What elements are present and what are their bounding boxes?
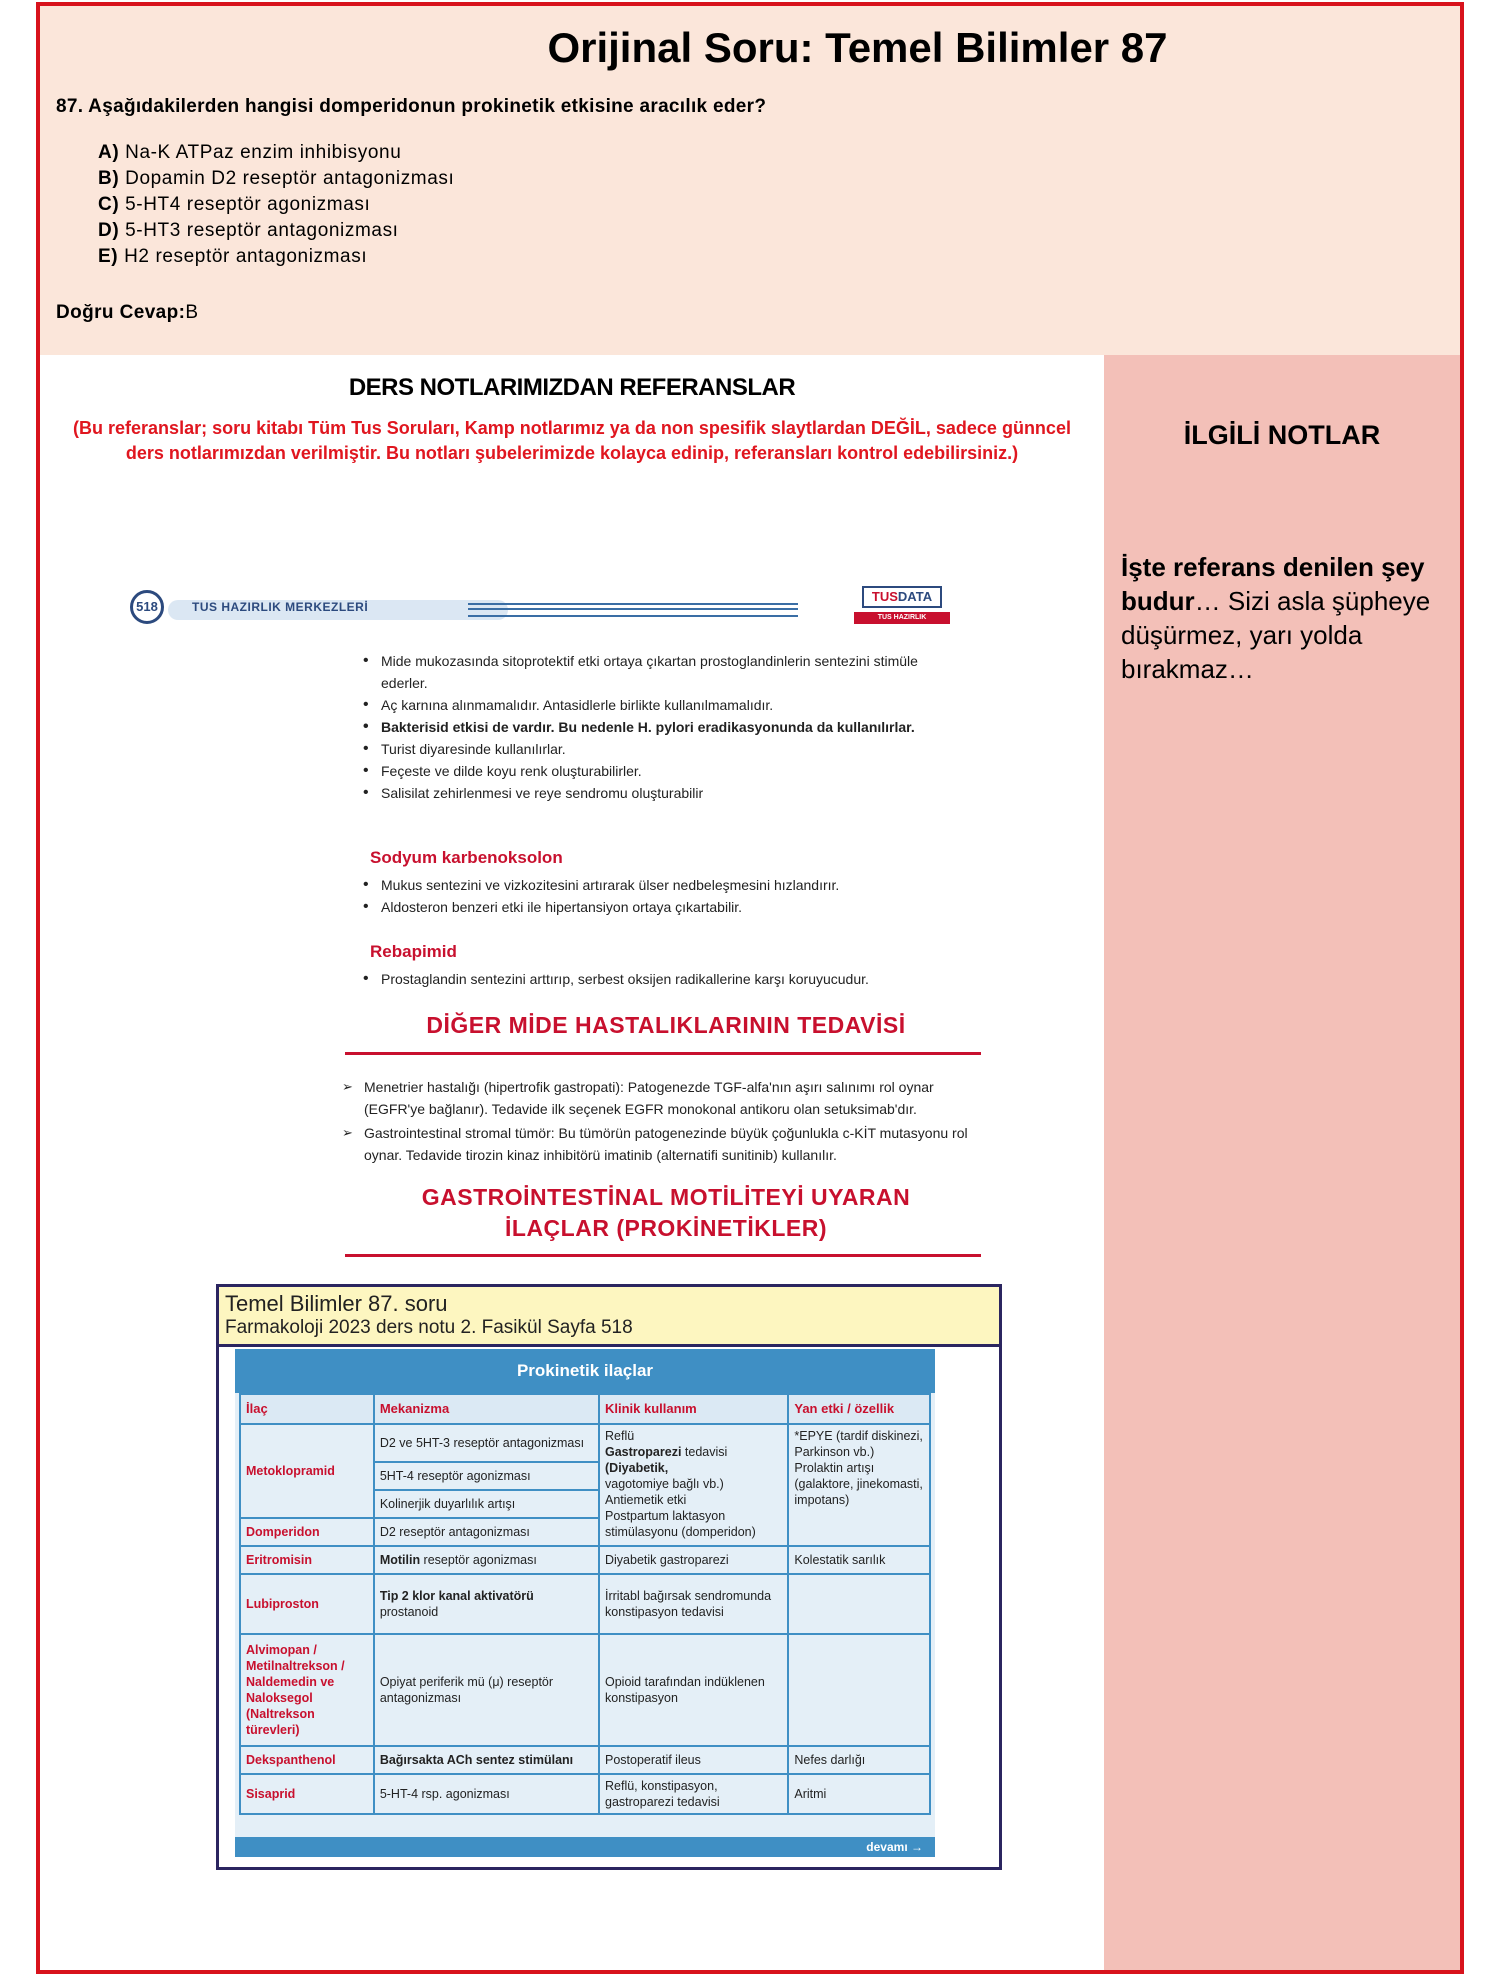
textbook-page: [130, 578, 990, 1268]
list-item: • Salisilat zehirlenmesi ve reye sendromu oluşturabilir: [363, 782, 923, 804]
column-header: Klinik kullanım: [599, 1394, 788, 1424]
table-cell: 5HT-4 reseptör agonizması: [374, 1462, 599, 1490]
cell-bold: Gastroparezi: [605, 1445, 682, 1459]
logo-subtitle: TUS HAZIRLIK MERKEZLERİ: [854, 612, 950, 624]
heading-gis-line1: GASTROİNTESTİNAL MOTİLİTEYİ UYARAN: [421, 1184, 911, 1210]
option-a: [98, 140, 454, 166]
cell-text: prostanoid: [379, 1605, 439, 1619]
option-letter: A): [98, 142, 120, 163]
answer-options: [98, 140, 454, 270]
list-item: • Bakterisid etkisi de vardır. Bu nedenle H. pylori eradikasyonunda da kullanılırlar.: [363, 716, 923, 738]
answer-label: Doğru Cevap:: [56, 302, 186, 323]
answer-value: B: [185, 302, 199, 323]
correct-answer: [56, 302, 198, 324]
option-text: H2 reseptör antagonizması: [118, 246, 368, 267]
cell-line: *EPYE (tardif diskinezi, Parkinson vb.): [794, 1429, 923, 1459]
table-cell: Opiyat periferik mü (μ) reseptör antagonizması: [374, 1634, 599, 1746]
references-title: DERS NOTLARIMIZDAN REFERANSLAR: [348, 374, 796, 401]
notes-bold: İşte referans denilen şey budur: [1121, 552, 1425, 616]
heading-rule: [345, 1052, 981, 1055]
list-item: • Mukus sentezini ve vizkozitesini artırarak ülser nedbeleşmesini hızlandırır.: [363, 874, 923, 896]
cell-text: reseptör agonizması: [420, 1553, 537, 1567]
option-letter: C): [98, 194, 120, 215]
table-header-row: [240, 1394, 930, 1424]
logo-text-b: DATA: [897, 589, 933, 604]
question-stem: 87. Aşağıdakilerden hangisi domperidonun prokinetik etkisine aracılık eder?: [56, 96, 767, 117]
option-c: [98, 192, 454, 218]
heading-rule: [345, 1254, 981, 1257]
reference-box: [216, 1284, 1002, 1870]
table-row: [240, 1634, 930, 1746]
table-row: [240, 1574, 930, 1634]
option-letter: E): [98, 246, 119, 267]
cell-bold: Tip 2 klor kanal aktivatörü: [379, 1589, 534, 1603]
option-letter: B): [98, 168, 120, 189]
option-text: Na-K ATPaz enzim inhibisyonu: [119, 142, 402, 163]
table-cell: [788, 1634, 930, 1746]
cell-line: Postpartum laktasyon stimülasyonu (domperidon): [605, 1509, 756, 1539]
table-cell: [374, 1546, 599, 1574]
list-item: • Aldosteron benzeri etki ile hipertansiyon ortaya çıkartabilir.: [363, 896, 923, 918]
cell-line: (Diyabetik,: [605, 1461, 669, 1475]
page-frame: [36, 2, 1464, 1974]
list-item: • Turist diyaresinde kullanılırlar.: [363, 738, 923, 760]
bullet-list-rebapimid: [363, 968, 923, 990]
notes-panel: [1104, 355, 1460, 1974]
table-cell: Domperidon: [240, 1518, 374, 1546]
cell-line: vagotomiye bağlı vb.): [605, 1477, 724, 1491]
bullet-list-sodyum: [363, 874, 923, 918]
table-cell: Bağırsakta ACh sentez stimülanı: [374, 1746, 599, 1774]
table-cell: [788, 1424, 930, 1546]
table-cell: Dekspanthenol: [240, 1746, 374, 1774]
table-row: [240, 1424, 930, 1462]
prokinetic-table: [235, 1349, 935, 1857]
option-e: [98, 244, 454, 270]
list-item: • Aç karnına alınmamalıdır. Antasidlerle birlikte kullanılmamalıdır.: [363, 694, 923, 716]
continued-label: devamı →: [235, 1837, 935, 1857]
table-cell: Kolestatik sarılık: [788, 1546, 930, 1574]
logo-text-a: TUS: [871, 589, 898, 604]
table-row: [240, 1546, 930, 1574]
table-cell: [599, 1424, 788, 1546]
notes-text: [1121, 550, 1451, 686]
list-item: • Prostaglandin sentezini arttırıp, serbest oksijen radikallerine karşı koruyucudur.: [363, 968, 923, 990]
list-item: • Feçeste ve dilde koyu renk oluşturabilirler.: [363, 760, 923, 782]
table-cell: Metoklopramid: [240, 1424, 374, 1518]
option-letter: D): [98, 220, 120, 241]
table-cell: Eritromisin: [240, 1546, 374, 1574]
table-cell: Aritmi: [788, 1774, 930, 1814]
heading-gis-line2: İLAÇLAR (PROKİNETİKLER): [505, 1215, 827, 1241]
table-cell: Opioid tarafından indüklenen konstipasyon: [599, 1634, 788, 1746]
notes-rest: … Sizi asla şüpheye düşürmez, yarı yolda bırakmaz…: [1121, 586, 1431, 684]
bullet-list-top: [363, 650, 923, 804]
caption-line2: Farmakoloji 2023 ders notu 2. Fasikül Sayfa 518: [225, 1317, 633, 1338]
references-note: (Bu referanslar; soru kitabı Tüm Tus Soruları, Kamp notlarımız ya da non spesifik slaytlardan DEĞİL, sadece günncel ders notlarımızdan verilmiştir. Bu notları şubelerimizde kolayca edinip, referansları kontrol edebilirsiniz.): [73, 418, 1071, 463]
list-item: ➢ Menetrier hastalığı (hipertrofik gastropati): Patogenezde TGF-alfa'nın aşırı salınımı rol oynar (EGFR'ye bağlanır). Tedavide ilk seçenek EGFR monokonal antikoru olan setuksimab'dır.: [342, 1076, 982, 1120]
column-header: İlaç: [240, 1394, 374, 1424]
table-cell: Sisaprid: [240, 1774, 374, 1814]
heading-diger: DİĞER MİDE HASTALIKLARININ TEDAVİSİ: [426, 1012, 906, 1038]
table-cell: [374, 1574, 599, 1634]
heading-rebapimid: Rebapimid: [370, 942, 457, 961]
table-cell: 5-HT-4 rsp. agonizması: [374, 1774, 599, 1814]
cell-line: Antiemetik etki: [605, 1493, 687, 1507]
option-text: 5-HT3 reseptör antagonizması: [119, 220, 399, 241]
page-header-text: TUS HAZIRLIK MERKEZLERİ: [192, 600, 369, 614]
arrow-list: [342, 1076, 982, 1168]
table-cell: Nefes darlığı: [788, 1746, 930, 1774]
page-title: Orijinal Soru: Temel Bilimler 87: [547, 24, 1168, 71]
cell-line: Reflü: [605, 1429, 635, 1443]
option-b: [98, 166, 454, 192]
page-number: 518: [130, 590, 164, 624]
option-text: Dopamin D2 reseptör antagonizması: [119, 168, 455, 189]
table-cell: Reflü, konstipasyon, gastroparezi tedavisi: [599, 1774, 788, 1814]
tusdata-logo: [854, 586, 950, 633]
table-cell: İrritabl bağırsak sendromunda konstipasyon tedavisi: [599, 1574, 788, 1634]
table-cell: Lubiproston: [240, 1574, 374, 1634]
table-title: Prokinetik ilaçlar: [235, 1349, 935, 1393]
table-cell: [788, 1574, 930, 1634]
reference-caption: [219, 1287, 999, 1347]
table-cell: D2 reseptör antagonizması: [374, 1518, 599, 1546]
cell-line: [605, 1444, 782, 1460]
question-section: [40, 6, 1460, 355]
table-cell: Postoperatif ileus: [599, 1746, 788, 1774]
column-header: Yan etki / özellik: [788, 1394, 930, 1424]
table-grid: [239, 1393, 931, 1815]
list-item: ➢ Gastrointestinal stromal tümör: Bu tümörün patogenezinde büyük çoğunlukla c-KİT mutasyonu rol oynar. Tedavide tirozin kinaz inhibitörü imatinib (alternatifi sunitinib) kullanılır.: [342, 1122, 982, 1166]
option-text: 5-HT4 reseptör agonizması: [119, 194, 371, 215]
cell-text: tedavisi: [681, 1445, 728, 1459]
header-lines: [468, 603, 798, 617]
notes-title: İLGİLİ NOTLAR: [1183, 420, 1381, 450]
caption-line1: Temel Bilimler 87. soru: [225, 1291, 448, 1316]
option-d: [98, 218, 454, 244]
cell-bold: Motilin: [379, 1553, 421, 1567]
logo-box: [862, 586, 942, 608]
table-cell: Kolinerjik duyarlılık artışı: [374, 1490, 599, 1518]
column-header: Mekanizma: [374, 1394, 599, 1424]
list-item: • Mide mukozasında sitoprotektif etki ortaya çıkartan prostoglandinlerin sentezini stimüle ederler.: [363, 650, 923, 694]
table-cell: Alvimopan / Metilnaltrekson / Naldemedin ve Naloksegol (Naltrekson türevleri): [240, 1634, 374, 1746]
table-row: [240, 1774, 930, 1814]
table-row: [240, 1746, 930, 1774]
table-cell: D2 ve 5HT-3 reseptör antagonizması: [374, 1424, 599, 1462]
cell-line: Prolaktin artışı (galaktore, jinekomasti, impotans): [794, 1461, 923, 1507]
table-cell: Diyabetik gastroparezi: [599, 1546, 788, 1574]
heading-sodyum: Sodyum karbenoksolon: [370, 848, 563, 867]
